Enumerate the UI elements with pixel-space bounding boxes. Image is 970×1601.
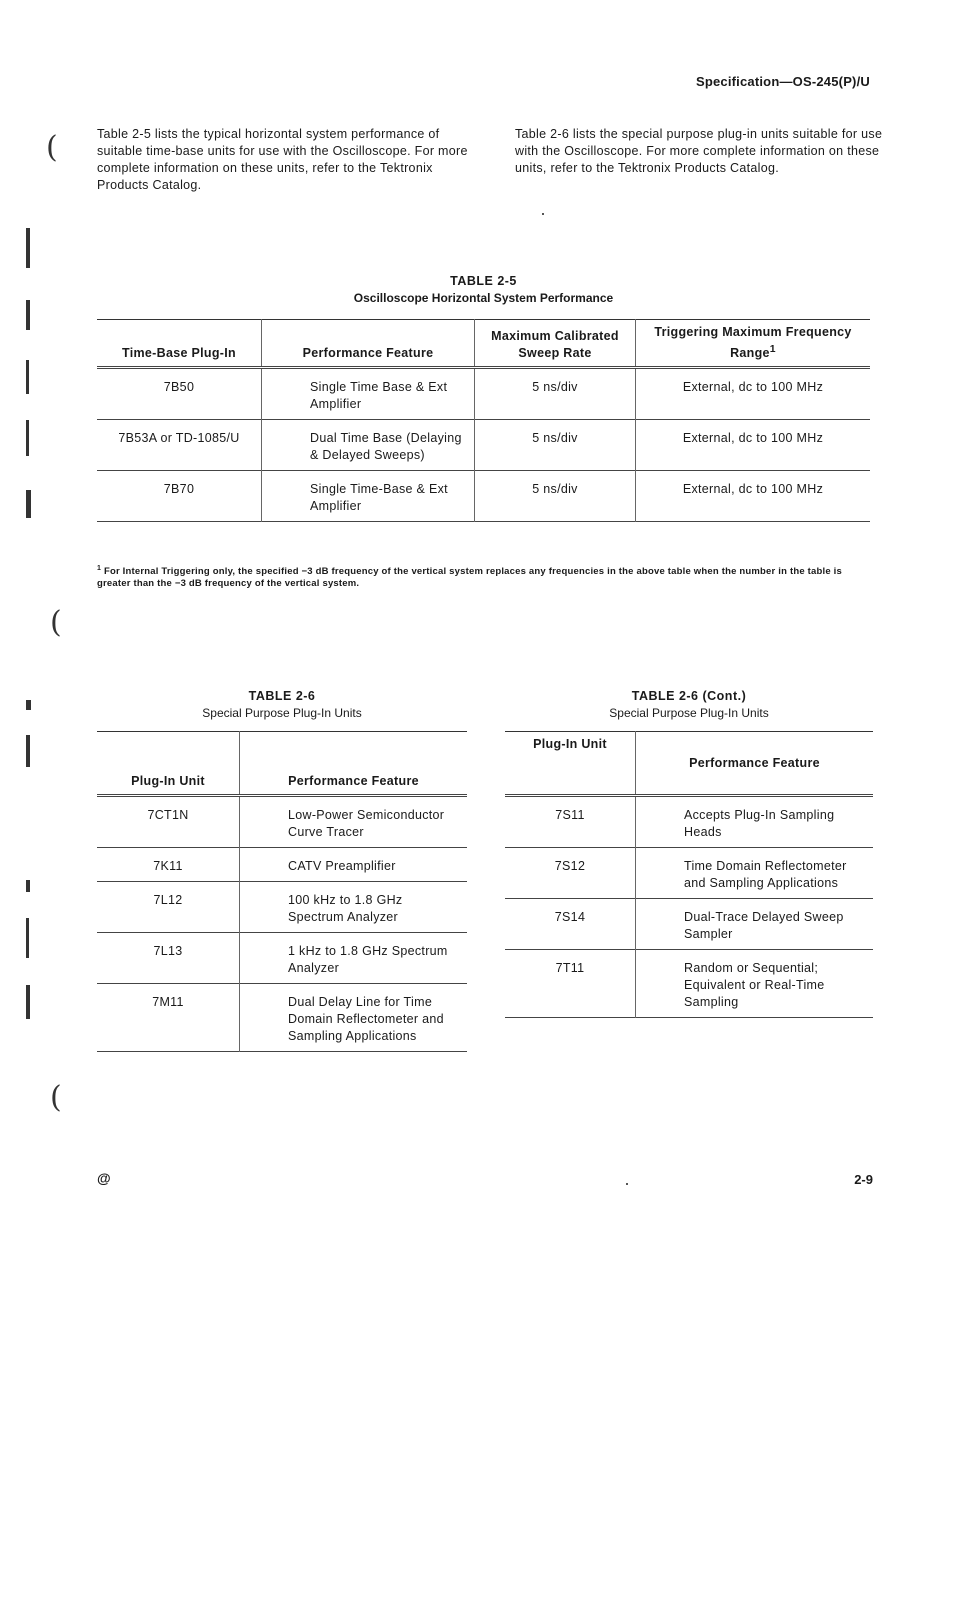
table-2-6-cont-caption — [505, 688, 873, 722]
margin-edge-mark — [26, 300, 30, 330]
margin-edge-mark — [26, 490, 31, 518]
table-cell: 7S11 — [555, 808, 585, 822]
table-cell: 7T11 — [555, 961, 585, 975]
running-header: Specification—OS-245(P)/U — [695, 74, 870, 89]
table-cell: 7B70 — [163, 482, 195, 497]
table-cell: Single Time Base & Ext Amplifier — [262, 368, 475, 420]
table-row — [505, 950, 873, 1018]
table-2-5-footnote — [97, 563, 877, 590]
table-2-6-caption — [97, 688, 467, 722]
binding-hole-mark: ( — [50, 1080, 62, 1115]
column-header — [636, 320, 871, 368]
table-cell: External, dc to 100 MHz — [636, 420, 871, 471]
table-cell: Dual-Trace Delayed Sweep Sampler — [636, 899, 874, 950]
table-cell: Dual Time Base (Delaying & Delayed Sweeps) — [262, 420, 475, 471]
table-header-row — [505, 732, 873, 796]
table-cell: CATV Preamplifier — [240, 848, 468, 882]
table-cell: 7B53A or TD-1085/U — [118, 431, 240, 446]
table-row — [505, 796, 873, 848]
table-cell: Single Time-Base & Ext Amplifier — [262, 471, 475, 522]
table-2-6-title: Special Purpose Plug-In Units — [202, 706, 362, 720]
margin-edge-mark — [26, 360, 29, 394]
footer-mark: @ — [97, 1170, 111, 1186]
table-2-5-caption — [97, 273, 870, 307]
table-row — [97, 933, 467, 984]
margin-edge-mark — [26, 880, 30, 892]
table-2-6-cont-number: TABLE 2-6 (Cont.) — [631, 689, 747, 703]
table-cell: Low-Power Semiconductor Curve Tracer — [240, 796, 468, 848]
table-cell: External, dc to 100 MHz — [636, 471, 871, 522]
table-cell: 7M11 — [152, 995, 184, 1009]
column-header: Maximum Calibrated Sweep Rate — [475, 320, 636, 368]
table-2-5-number: TABLE 2-5 — [450, 274, 517, 288]
table-row — [97, 984, 467, 1052]
table-2-5 — [97, 319, 870, 522]
table-row — [97, 368, 870, 420]
margin-edge-mark — [26, 228, 30, 268]
table-cell: 7L13 — [153, 944, 183, 958]
table-cell: Dual Delay Line for Time Domain Reflectometer and Sampling Applications — [240, 984, 468, 1052]
footnote-reference: 1 — [769, 344, 776, 355]
table-cell: Random or Sequential; Equivalent or Real-Time Sampling — [636, 950, 874, 1018]
table-cell: 7S14 — [554, 910, 586, 924]
margin-edge-mark — [26, 420, 29, 456]
table-2-5-title: Oscilloscope Horizontal System Performance — [353, 291, 614, 305]
scan-speck — [626, 1183, 628, 1185]
binding-hole-mark: ( — [50, 605, 62, 640]
footnote-mark: 1 — [97, 565, 102, 572]
margin-edge-mark — [26, 985, 30, 1019]
column-header: Performance Feature — [262, 320, 475, 368]
column-header-text: Triggering Maximum Frequency Range — [654, 325, 852, 361]
table-row — [97, 796, 467, 848]
footnote-text: For Internal Triggering only, the specified −3 dB frequency of the vertical system replaces any frequencies in the above table when the number in the table is greater than the −3 dB frequency of the vertical system. — [97, 566, 842, 590]
scan-speck — [542, 213, 544, 215]
table-row — [505, 848, 873, 899]
table-header-row — [97, 320, 870, 368]
margin-edge-mark — [26, 918, 29, 958]
table-row — [505, 899, 873, 950]
table-cell: 7K11 — [153, 859, 183, 873]
table-cell: 7L12 — [153, 893, 183, 907]
table-row — [97, 420, 870, 471]
column-header: Performance Feature — [240, 732, 468, 796]
table-2-6-number: TABLE 2-6 — [248, 689, 316, 703]
column-header: Time-Base Plug-In — [122, 346, 236, 361]
table-cell: 7B50 — [163, 380, 195, 395]
table-row — [97, 848, 467, 882]
table-row — [97, 471, 870, 522]
table-cell: Time Domain Reflectometer and Sampling Applications — [636, 848, 874, 899]
table-cell: 100 kHz to 1.8 GHz Spectrum Analyzer — [240, 882, 468, 933]
binding-hole-mark: ( — [46, 130, 58, 165]
table-cell: Accepts Plug-In Sampling Heads — [636, 796, 874, 848]
table-cell: 5 ns/div — [475, 420, 636, 471]
intro-paragraph-table-2-6: Table 2-6 lists the special purpose plug-in units suitable for use with the Oscilloscope. For more complete information on these units, refer to the Tektronix Products Catalog. — [515, 127, 883, 175]
table-2-6-cont-title: Special Purpose Plug-In Units — [609, 706, 769, 720]
table-cell: 7S12 — [554, 859, 586, 873]
table-cell: 7CT1N — [147, 808, 189, 822]
table-2-6-cont — [505, 731, 873, 1018]
page-number: 2-9 — [854, 1172, 873, 1187]
table-cell: External, dc to 100 MHz — [636, 368, 871, 420]
intro-paragraph-table-2-5: Table 2-5 lists the typical horizontal system performance of suitable time-base units for use with the Oscilloscope. For more complete information on these units, refer to the Tektronix Products Catalog. — [97, 127, 468, 192]
column-header: Plug-In Unit — [131, 774, 205, 788]
table-row — [97, 882, 467, 933]
margin-edge-mark — [26, 735, 30, 767]
margin-edge-mark — [26, 700, 31, 710]
table-cell: 5 ns/div — [475, 471, 636, 522]
column-header: Plug-In Unit — [533, 737, 607, 751]
table-2-6 — [97, 731, 467, 1052]
table-cell: 5 ns/div — [475, 368, 636, 420]
table-header-row — [97, 732, 467, 796]
table-cell: 1 kHz to 1.8 GHz Spectrum Analyzer — [240, 933, 468, 984]
column-header: Performance Feature — [636, 732, 874, 796]
